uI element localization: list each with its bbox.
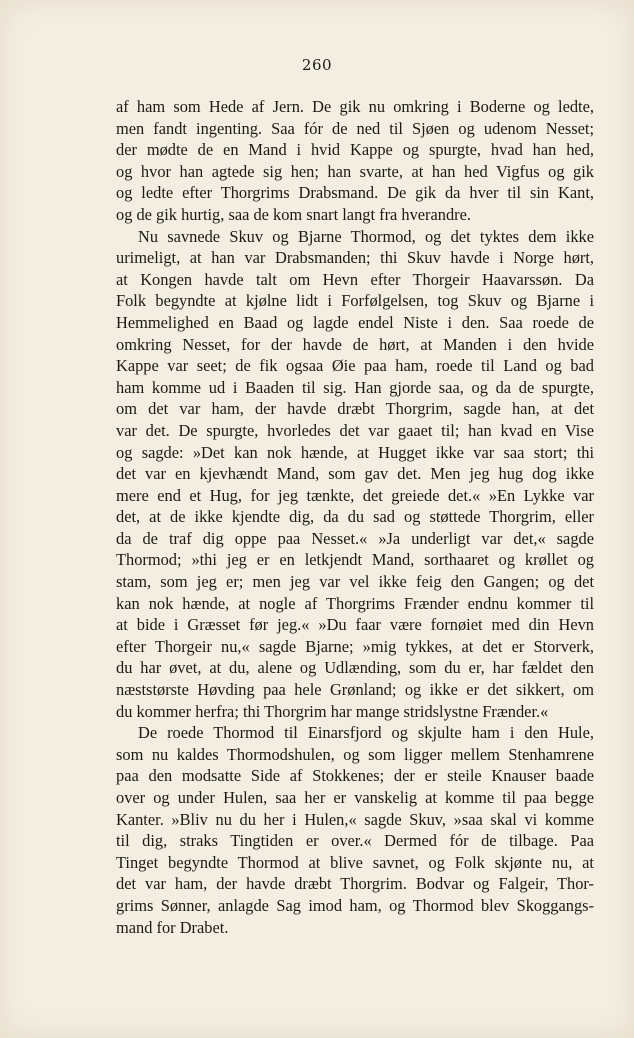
text-line: Folk begyndte at kjølne lidt i Forfølgelsen, tog Skuv og Bjarne i bbox=[116, 291, 594, 311]
text-line: du har øvet, at du, alene og Udlænding, som du er, har fældet den bbox=[116, 658, 594, 678]
text-line: det var en kjevhændt Mand, som gav det. Men jeg hug dog ikke bbox=[116, 464, 594, 484]
text-line: De roede Thormod til Einarsfjord og skjulte ham i den Hule, bbox=[138, 723, 594, 743]
text-line: Thormod; »thi jeg er en letkjendt Mand, sorthaaret og krøllet og bbox=[116, 550, 594, 570]
text-line: urimeligt, at han var Drabsmanden; thi Skuv havde i Norge hørt, bbox=[116, 248, 594, 268]
text-line: Kappe var seet; de fik ogsaa Øie paa ham, roede til Land og bad bbox=[116, 356, 594, 376]
text-line: og ledte efter Thorgrims Drabsmand. De gik da hver til sin Kant, bbox=[116, 183, 594, 203]
text-line: at Kongen havde talt om Hevn efter Thorgeir Haavarssøn. Da bbox=[116, 269, 594, 289]
text-line: og de gik hurtig, saa de kom snart langt fra hverandre. bbox=[116, 204, 472, 224]
text-line: at bide i Græsset før jeg.« »Du faar være fornøiet med din Hevn bbox=[116, 615, 594, 635]
text-line: næststørste Høvding paa hele Grønland; og ikke er det sikkert, om bbox=[116, 680, 594, 700]
text-line: da de traf dig oppe paa Nesset.« »Ja underligt var det,« sagde bbox=[116, 528, 594, 548]
text-line: mand for Drabet. bbox=[116, 917, 229, 937]
text-line: til dig, straks Tingtiden er over.« Dermed fór de tilbage. Paa bbox=[116, 831, 594, 851]
text-line: omkring Nesset, for der havde de hørt, at Manden i den hvide bbox=[116, 334, 594, 354]
text-line: Tinget begyndte Thormod at blive savnet, og Folk skjønte nu, at bbox=[116, 852, 594, 872]
text-line: efter Thorgeir nu,« sagde Bjarne; »mig tykkes, at det er Storverk, bbox=[116, 636, 594, 656]
text-line: du kommer herfra; thi Thorgrim har mange stridslystne Frænder.« bbox=[116, 701, 549, 721]
text-line: over og under Hulen, saa her er vanskelig at komme til paa begge bbox=[116, 788, 594, 807]
text-line: Hemmelighed en Baad og lagde endel Niste i den. Saa roede de bbox=[116, 312, 594, 332]
text-line: kan nok hænde, at nogle af Thorgrims Frænder endnu kommer til bbox=[116, 593, 594, 613]
text-line: ham komme ud i Baaden til sig. Han gjorde saa, og da de spurgte, bbox=[116, 377, 594, 397]
text-line: Nu savnede Skuv og Bjarne Thormod, og det tyktes dem ikke bbox=[138, 226, 594, 246]
text-line: om det var ham, der havde dræbt Thorgrim, sagde han, at det bbox=[116, 399, 594, 419]
text-line: Kanter. »Bliv nu du her i Hulen,« sagde Skuv, »saa skal vi komme bbox=[116, 809, 594, 829]
text-line: som nu kaldes Thormodshulen, og som ligger mellem Stenhamrene bbox=[116, 744, 594, 764]
text-line: mere end et Hug, for jeg tænkte, det greiede det.« »En Lykke var bbox=[116, 485, 594, 505]
text-line: men fandt ingenting. Saa fór de ned til Sjøen og udenom Nesset; bbox=[116, 118, 594, 138]
text-line: det var ham, der havde dræbt Thorgrim. Bodvar og Falgeir, Thor- bbox=[116, 874, 594, 894]
text-line: var det. De spurgte, hvorledes det var gaaet til; han kvad en Vise bbox=[116, 420, 594, 440]
text-line: af ham som Hede af Jern. De gik nu omkring i Boderne og ledte, bbox=[116, 97, 594, 116]
text-line: der mødte de en Mand i hvid Kappe og spurgte, hvad han hed, bbox=[116, 140, 594, 160]
body-text bbox=[116, 96, 594, 938]
text-line: paa den modsatte Side af Stokkenes; der er steile Knauser baade bbox=[116, 766, 594, 786]
text-line: og sagde: »Det kan nok hænde, at Hugget ikke var saa stort; thi bbox=[116, 442, 594, 462]
text-line: det, at de ikke kjendte dig, da du sad og støttede Thorgrim, eller bbox=[116, 507, 594, 527]
page-number: 260 bbox=[301, 56, 333, 74]
text-line: stam, som jeg er; men jeg var vel ikke feig den Gangen; og det bbox=[116, 572, 594, 592]
text-line: grims Sønner, anlagde Sag imod ham, og Thormod blev Skoggangs- bbox=[116, 895, 594, 915]
text-line: og hvor han agtede sig hen; han svarte, at han hed Vigfus og gik bbox=[116, 161, 594, 181]
